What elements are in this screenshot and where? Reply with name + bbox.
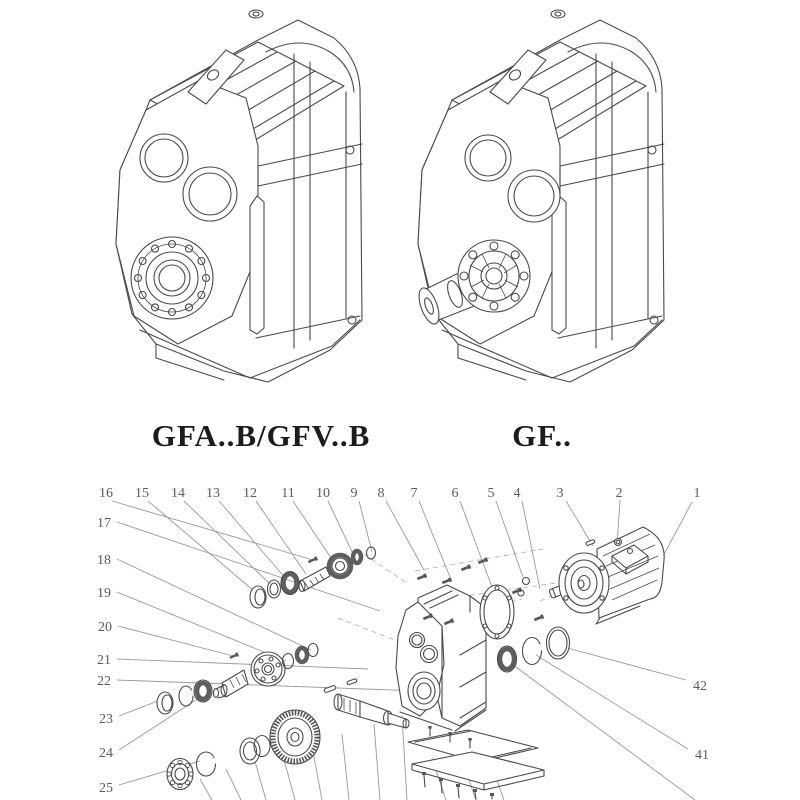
side-rib xyxy=(552,196,566,334)
figure-left-gearbox xyxy=(116,10,362,382)
bottom-cover-assembly xyxy=(408,726,544,799)
figure-right-label: GF.. xyxy=(512,418,572,453)
callout-21: 21 xyxy=(97,653,111,668)
collar-bearing xyxy=(353,551,361,563)
circlip xyxy=(523,578,530,585)
input-shaft-parts xyxy=(250,547,376,608)
callout-16: 16 xyxy=(99,486,113,501)
callout-25: 25 xyxy=(99,781,113,796)
intermediate-shaft-parts xyxy=(157,644,318,715)
side-rib xyxy=(250,196,264,334)
callout-7: 7 xyxy=(410,486,418,501)
key xyxy=(347,678,358,685)
ring xyxy=(308,644,318,657)
callout-18: 18 xyxy=(97,553,111,568)
snap-ring xyxy=(179,686,193,706)
callout-5: 5 xyxy=(487,486,495,501)
output-shaft xyxy=(334,694,409,728)
motor-flange xyxy=(559,553,609,613)
callout-4: 4 xyxy=(513,486,521,501)
motor xyxy=(559,527,664,624)
callout-12: 12 xyxy=(243,486,257,501)
screw xyxy=(229,652,239,659)
exploded-view xyxy=(97,486,709,800)
callout-41: 41 xyxy=(695,748,709,763)
callout-14: 14 xyxy=(171,486,185,501)
callout-6: 6 xyxy=(451,486,459,501)
intermediate-gear xyxy=(251,652,285,686)
figure-left-label: GFA..B/GFV..B xyxy=(151,418,371,453)
bearing xyxy=(500,649,514,669)
screw xyxy=(308,556,318,564)
snap-ring xyxy=(523,638,542,665)
output-gear xyxy=(270,710,320,764)
callout-9: 9 xyxy=(350,486,358,501)
callout-10: 10 xyxy=(316,486,330,501)
exploded-housing xyxy=(396,585,486,731)
motor-key xyxy=(586,539,596,546)
callout-17: 17 xyxy=(97,516,111,531)
large-ring xyxy=(547,627,570,659)
callout-24: 24 xyxy=(99,746,113,761)
callout-23: 23 xyxy=(99,712,113,727)
callout-20: 20 xyxy=(98,620,112,635)
callout-42: 42 xyxy=(693,679,707,694)
callout-15: 15 xyxy=(135,486,149,501)
output-side-rings xyxy=(498,627,570,672)
bearing xyxy=(297,648,307,662)
key xyxy=(324,685,337,693)
callout-3: 3 xyxy=(556,486,564,501)
eyebolt xyxy=(615,539,622,546)
callout-2: 2 xyxy=(615,486,623,501)
callout-19: 19 xyxy=(97,586,111,601)
callout-8: 8 xyxy=(377,486,385,501)
callout-22: 22 xyxy=(97,674,111,689)
bearing xyxy=(284,574,297,592)
ball-bearing xyxy=(167,759,193,790)
output-bearing-flange xyxy=(458,240,530,312)
callout-13: 13 xyxy=(206,486,220,501)
figure-right-gearbox xyxy=(415,10,664,382)
hollow-shaft-flange xyxy=(131,237,213,319)
snap-ring xyxy=(197,752,216,776)
callout-11: 11 xyxy=(281,486,295,501)
callout-1: 1 xyxy=(693,486,701,501)
bearing xyxy=(197,683,209,699)
